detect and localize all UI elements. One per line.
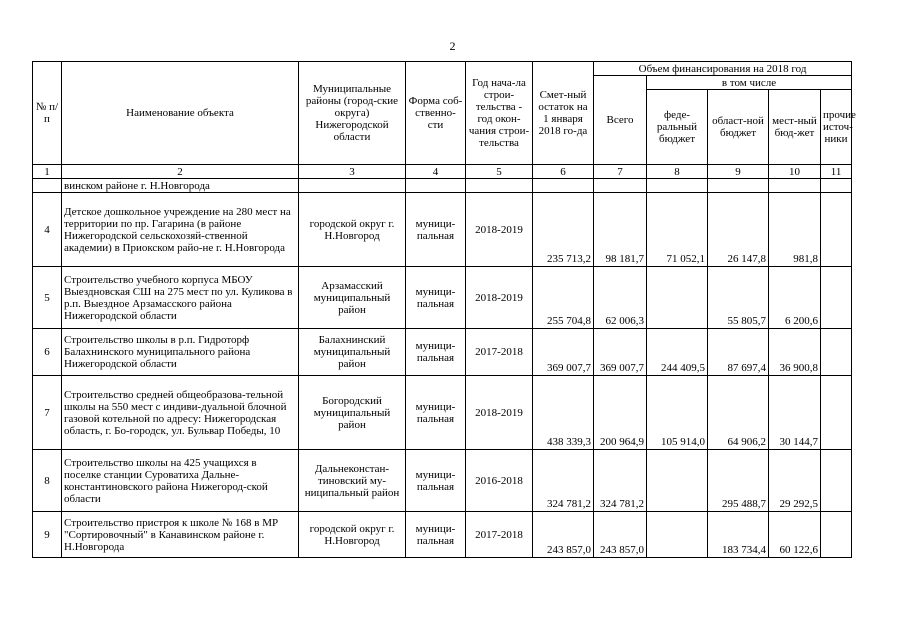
funding-federal: 105 914,0 xyxy=(647,376,708,450)
column-index: 1 xyxy=(33,165,62,179)
header-district: Муниципальные районы (город-ские округа) Нижегородской области xyxy=(299,62,406,165)
row-number: 4 xyxy=(33,193,62,267)
table-row xyxy=(33,512,852,558)
column-index: 4 xyxy=(406,165,466,179)
funding-other xyxy=(821,193,852,267)
construction-years: 2018-2019 xyxy=(466,267,533,329)
construction-years: 2018-2019 xyxy=(466,376,533,450)
object-name: Строительство учебного корпуса МБОУ Выездновская СШ на 275 мест по ул. Куликова в р.п. Выездное Арзамасского района Нижегородской области xyxy=(62,267,299,329)
ownership-form: муници-пальная xyxy=(406,376,466,450)
district-name: городской округ г. Н.Новгород xyxy=(299,193,406,267)
funding-regional: 295 488,7 xyxy=(708,450,769,512)
ownership-form: муници-пальная xyxy=(406,267,466,329)
funding-federal xyxy=(647,450,708,512)
construction-years: 2017-2018 xyxy=(466,512,533,558)
funding-regional: 183 734,4 xyxy=(708,512,769,558)
row-number: 7 xyxy=(33,376,62,450)
funding-total: 200 964,9 xyxy=(594,376,647,450)
table-row xyxy=(33,329,852,376)
funding-other xyxy=(821,450,852,512)
column-index: 2 xyxy=(62,165,299,179)
estimated-remainder: 235 713,2 xyxy=(533,193,594,267)
ownership-form: муници-пальная xyxy=(406,329,466,376)
header-other: прочие источ-ники xyxy=(821,90,852,165)
funding-total: 243 857,0 xyxy=(594,512,647,558)
funding-local: 36 900,8 xyxy=(769,329,821,376)
header-total: Всего xyxy=(594,76,647,165)
funding-total: 62 006,3 xyxy=(594,267,647,329)
header-num: № п/п xyxy=(33,62,62,165)
funding-total: 369 007,7 xyxy=(594,329,647,376)
column-index: 9 xyxy=(708,165,769,179)
header-federal: феде-ральный бюджет xyxy=(647,90,708,165)
district-name: Балахнинский муниципальный район xyxy=(299,329,406,376)
continuation-text: винском районе г. Н.Новгорода xyxy=(62,179,299,193)
estimated-remainder: 438 339,3 xyxy=(533,376,594,450)
funding-federal xyxy=(647,267,708,329)
construction-years: 2017-2018 xyxy=(466,329,533,376)
header-including: в том числе xyxy=(647,76,852,90)
funding-federal: 244 409,5 xyxy=(647,329,708,376)
row-number: 9 xyxy=(33,512,62,558)
funding-total: 324 781,2 xyxy=(594,450,647,512)
header-ownership: Форма соб-ственно-сти xyxy=(406,62,466,165)
column-index: 3 xyxy=(299,165,406,179)
column-index: 8 xyxy=(647,165,708,179)
object-name: Строительство школы в р.п. Гидроторф Балахнинского муниципального района Нижегородской области xyxy=(62,329,299,376)
continuation-row xyxy=(33,179,852,193)
district-name: Дальнеконстан-тиновский му-ниципальный район xyxy=(299,450,406,512)
construction-years: 2018-2019 xyxy=(466,193,533,267)
district-name: городской округ г. Н.Новгород xyxy=(299,512,406,558)
funding-local: 60 122,6 xyxy=(769,512,821,558)
funding-other xyxy=(821,329,852,376)
funding-local: 29 292,5 xyxy=(769,450,821,512)
funding-local: 30 144,7 xyxy=(769,376,821,450)
header-regional: област-ной бюджет xyxy=(708,90,769,165)
estimated-remainder: 255 704,8 xyxy=(533,267,594,329)
construction-objects-table xyxy=(32,61,856,558)
funding-other xyxy=(821,376,852,450)
ownership-form: муници-пальная xyxy=(406,193,466,267)
table-row xyxy=(33,267,852,329)
column-index: 6 xyxy=(533,165,594,179)
object-name: Детское дошкольное учреждение на 280 мест на территории по пр. Гагарина (в районе Нижегородской сельскохозяй-ственной академии) в Приокском райо-не г. Н.Новгорода xyxy=(62,193,299,267)
district-name: Богородский муниципальный район xyxy=(299,376,406,450)
construction-years: 2016-2018 xyxy=(466,450,533,512)
district-name: Арзамасский муниципальный район xyxy=(299,267,406,329)
funding-other xyxy=(821,512,852,558)
funding-local: 981,8 xyxy=(769,193,821,267)
estimated-remainder: 324 781,2 xyxy=(533,450,594,512)
header-years: Год нача-ла строи-тельства - год окон-чания строи-тельства xyxy=(466,62,533,165)
funding-regional: 26 147,8 xyxy=(708,193,769,267)
table-row xyxy=(33,450,852,512)
column-index: 5 xyxy=(466,165,533,179)
funding-federal: 71 052,1 xyxy=(647,193,708,267)
page-number: 2 xyxy=(449,39,456,53)
header-local: мест-ный бюд-жет xyxy=(769,90,821,165)
ownership-form: муници-пальная xyxy=(406,450,466,512)
column-index: 10 xyxy=(769,165,821,179)
object-name: Строительство школы на 425 учащихся в поселке станции Суроватиха Дальне-константиновского района Нижегород-ской области xyxy=(62,450,299,512)
estimated-remainder: 369 007,7 xyxy=(533,329,594,376)
header-remainder: Смет-ный остаток на 1 января 2018 го-да xyxy=(533,62,594,165)
object-name: Строительство средней общеобразова-тельной школы на 550 мест с индиви-дуальной блочной газовой котельной по адресу: Нижегородская область, г. Бо-городск, ул. Бульвар Победы, 10 xyxy=(62,376,299,450)
estimated-remainder: 243 857,0 xyxy=(533,512,594,558)
funding-other xyxy=(821,267,852,329)
funding-local: 6 200,6 xyxy=(769,267,821,329)
funding-total: 98 181,7 xyxy=(594,193,647,267)
column-index: 7 xyxy=(594,165,647,179)
column-index-row xyxy=(33,165,852,179)
column-index: 11 xyxy=(821,165,852,179)
table-row xyxy=(33,376,852,450)
row-number: 6 xyxy=(33,329,62,376)
ownership-form: муници-пальная xyxy=(406,512,466,558)
object-name: Строительство пристроя к школе № 168 в МР "Сортировочный" в Канавинском районе г. Н.Новгорода xyxy=(62,512,299,558)
table-row xyxy=(33,193,852,267)
header-funding: Объем финансирования на 2018 год xyxy=(594,62,852,76)
row-number: 5 xyxy=(33,267,62,329)
funding-federal xyxy=(647,512,708,558)
funding-regional: 64 906,2 xyxy=(708,376,769,450)
funding-regional: 87 697,4 xyxy=(708,329,769,376)
row-number: 8 xyxy=(33,450,62,512)
funding-regional: 55 805,7 xyxy=(708,267,769,329)
header-object: Наименование объекта xyxy=(62,62,299,165)
